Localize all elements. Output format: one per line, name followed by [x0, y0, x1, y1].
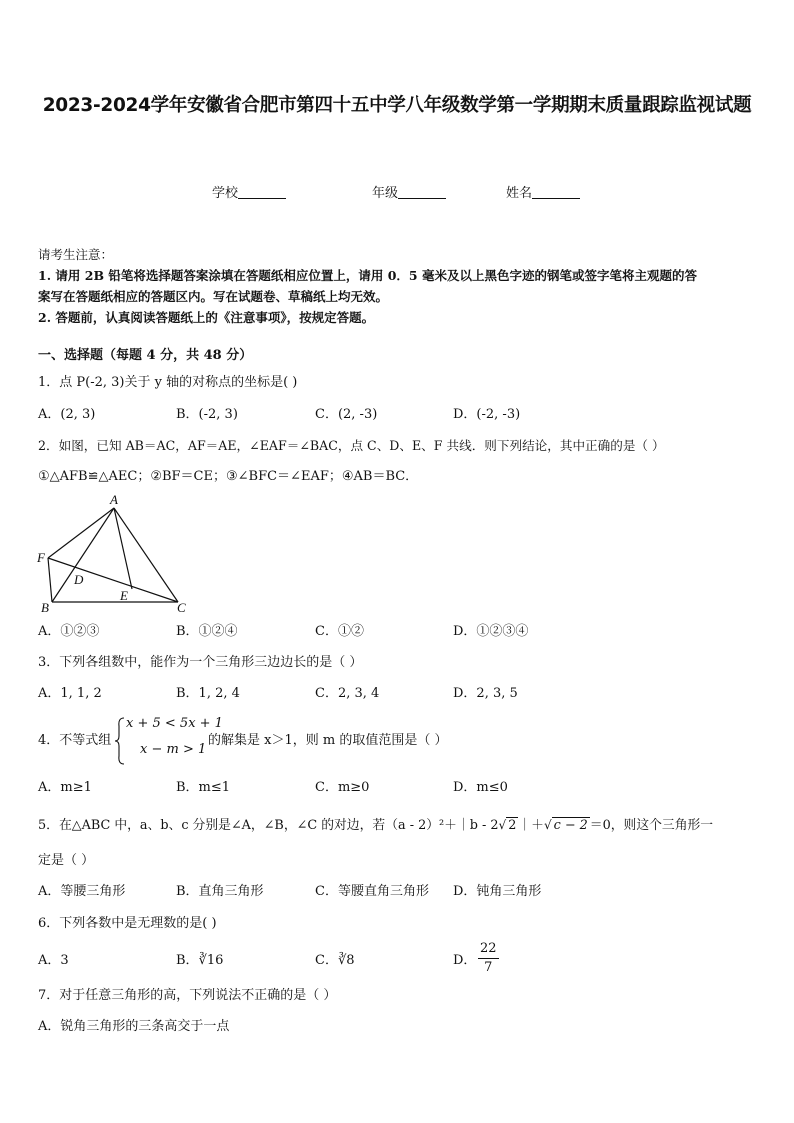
label-d: D: [74, 572, 84, 587]
q2-option-a: A．①②③: [38, 624, 100, 639]
q5-sqrt-1: 2: [508, 818, 517, 833]
q2-option-d: D．①②③④: [453, 624, 529, 639]
q4-inequality-1: x + 5 < 5x + 1: [126, 716, 223, 731]
q6-option-a: A．3: [38, 953, 69, 968]
q3-option-a: A．1, 1, 2: [38, 686, 102, 701]
q7-text: 7．对于任意三角形的高，下列说法不正确的是（ ）: [38, 988, 337, 1003]
fraction-numerator: 22: [478, 940, 499, 959]
q3-option-d: D．2, 3, 5: [453, 686, 518, 701]
grade-blank: [398, 186, 446, 199]
q3-option-b: B．1, 2, 4: [176, 686, 240, 701]
segment-af: [48, 508, 114, 558]
label-a: A: [110, 492, 118, 507]
q2-text: 2．如图，已知 AB＝AC，AF＝AE，∠EAF＝∠BAC，点 C、D、E、F 共线．则下列结论，其中正确的是（ ）: [38, 438, 665, 453]
section-heading: 一、选择题（每题 4 分，共 48 分）: [38, 348, 253, 363]
segment-ab: [52, 508, 114, 602]
q4-inequality-2: x − m > 1: [140, 742, 207, 757]
q5-line-2: 定是（ ）: [38, 853, 95, 868]
school-field: [212, 182, 286, 201]
q3-text: 3．下列各组数中，能作为一个三角形三边边长的是（ ）: [38, 655, 363, 670]
label-c: C: [177, 600, 186, 614]
q2-option-c: C．①②: [315, 624, 364, 639]
q5-text: 5．在△ABC 中，a、b、c 分别是∠A，∠B，∠C 的对边，若（a - 2）²＋｜b - 2√ 2 ｜＋√ c − 2 ＝0，则这个三角形一: [38, 818, 714, 833]
q6-option-d-prefix: D．: [453, 953, 477, 968]
q5-option-b: B．直角三角形: [176, 884, 264, 899]
q5-option-d: D．钝角三角形: [453, 884, 542, 899]
q1-option-d: D．(-2, -3): [453, 407, 521, 422]
grade-label: 年级: [372, 186, 399, 201]
notice-line-2: 案写在答题纸相应的答题区内。写在试题卷、草稿纸上均无效。: [38, 289, 389, 304]
brace-icon: [114, 716, 126, 766]
segment-fc: [48, 558, 178, 602]
q4-option-d: D．m≤0: [453, 780, 508, 795]
q5-part-3: ＝0，则这个三角形一: [589, 818, 714, 833]
page-title: 2023-2024学年安徽省合肥市第四十五中学八年级数学第一学期期末质量跟踪监视试题: [42, 95, 752, 116]
label-b: B: [41, 600, 49, 614]
q4-option-b: B．m≤1: [176, 780, 231, 795]
q1-text: 1．点 P(-2, 3)关于 y 轴的对称点的坐标是( ): [38, 375, 298, 390]
name-label: 姓名: [506, 186, 533, 201]
q4-option-c: C．m≥0: [315, 780, 370, 795]
q4-prefix: 4．不等式组: [38, 733, 112, 748]
triangle-figure: [34, 492, 194, 614]
name-blank: [532, 186, 580, 199]
fraction-denominator: 7: [484, 960, 493, 975]
q6-option-c: C．∛8: [315, 953, 355, 968]
q1-option-b: B．(-2, 3): [176, 407, 238, 422]
grade-field: [372, 182, 446, 201]
q2-subtext: ①△AFB≌△AEC；②BF＝CE；③∠BFC＝∠EAF；④AB＝BC．: [38, 469, 419, 484]
q4-option-a: A．m≥1: [38, 780, 92, 795]
label-e: E: [120, 588, 128, 603]
school-label: 学校: [212, 186, 239, 201]
q3-option-c: C．2, 3, 4: [315, 686, 380, 701]
segment-bf: [48, 558, 52, 602]
q5-sqrt-2: c − 2: [553, 818, 588, 833]
q1-option-a: A．(2, 3): [38, 407, 96, 422]
q4-suffix: 的解集是 x＞1，则 m 的取值范围是（ ）: [208, 733, 448, 748]
q5-option-a: A．等腰三角形: [38, 884, 126, 899]
q6-option-d-fraction: [478, 940, 499, 977]
segment-ae: [114, 508, 132, 589]
q5-option-c: C．等腰直角三角形: [315, 884, 429, 899]
q7-option-a: A．锐角三角形的三条高交于一点: [38, 1019, 230, 1034]
notice-line-3: 2. 答题前，认真阅读答题纸上的《注意事项》，按规定答题。: [38, 310, 375, 325]
q6-option-b: B．∛16: [176, 953, 224, 968]
notice-block: [38, 244, 758, 328]
q1-option-c: C．(2, -3): [315, 407, 378, 422]
q5-part-2: ｜＋: [518, 818, 544, 833]
q2-option-b: B．①②④: [176, 624, 238, 639]
notice-heading: 请考生注意：: [38, 247, 114, 262]
label-f: F: [37, 550, 45, 565]
name-field: [506, 182, 580, 201]
q6-text: 6．下列各数中是无理数的是( ): [38, 916, 217, 931]
school-blank: [238, 186, 286, 199]
notice-line-1: 1. 请用 2B 铅笔将选择题答案涂填在答题纸相应位置上，请用 0．5 毫米及以上黑色字迹的钢笔或签字笔将主观题的答: [38, 268, 697, 283]
q5-part-1: 5．在△ABC 中，a、b、c 分别是∠A，∠B，∠C 的对边，若（a - 2）²＋｜b - 2: [38, 818, 499, 833]
